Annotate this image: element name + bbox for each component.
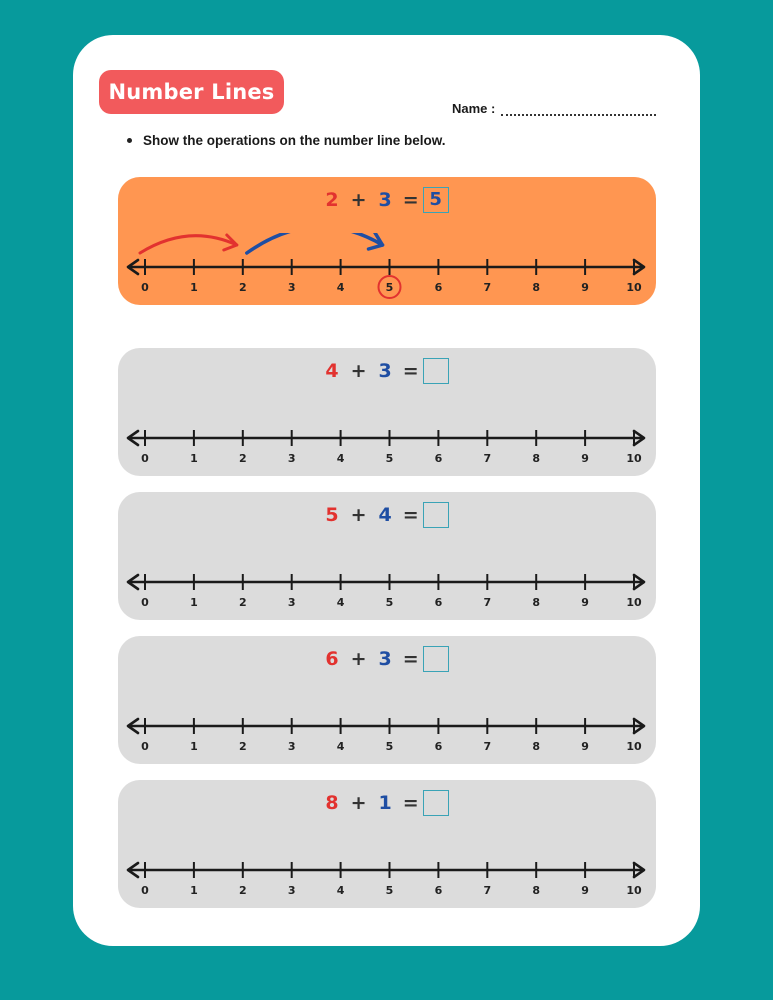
answer-box[interactable]: 5	[423, 187, 449, 213]
answer-box[interactable]	[423, 790, 449, 816]
tick-label: 4	[336, 740, 345, 753]
tick-label: 8	[532, 884, 541, 897]
tick-label: 9	[581, 884, 589, 897]
tick-label: 1	[190, 452, 198, 465]
number-line	[118, 404, 656, 474]
second-addend: 1	[378, 792, 392, 814]
tick-label: 10	[626, 740, 642, 753]
problem-panel	[118, 348, 656, 476]
tick-label: 8	[532, 740, 541, 753]
tick-label: 7	[483, 452, 492, 465]
tick-label: 0	[141, 884, 149, 897]
problem-panel	[118, 780, 656, 908]
second-addend: 4	[378, 504, 392, 526]
equation	[118, 187, 656, 213]
tick-label: 2	[238, 452, 247, 465]
tick-label: 4	[336, 884, 345, 897]
tick-label: 2	[238, 281, 247, 294]
tick-label: 7	[483, 281, 492, 294]
tick-label: 10	[626, 281, 642, 294]
first-addend: 5	[325, 504, 339, 526]
tick-label: 4	[336, 452, 345, 465]
tick-label: 1	[190, 281, 198, 294]
plus-sign: +	[350, 360, 367, 382]
plus-sign: +	[350, 189, 367, 211]
answer-box[interactable]	[423, 358, 449, 384]
second-addend: 3	[378, 648, 392, 670]
tick-label: 7	[483, 740, 492, 753]
tick-label: 1	[190, 596, 198, 609]
tick-label: 2	[238, 884, 247, 897]
plus-sign: +	[350, 648, 367, 670]
equals-sign: =	[402, 792, 419, 814]
tick-label: 4	[336, 281, 345, 294]
plus-sign: +	[350, 504, 367, 526]
second-hop-arrow	[247, 233, 383, 253]
tick-label: 8	[532, 281, 541, 294]
problem-panel	[118, 636, 656, 764]
tick-label: 3	[287, 452, 296, 465]
tick-label: 3	[287, 884, 296, 897]
equation	[118, 790, 656, 816]
name-row	[452, 100, 656, 116]
tick-label: 8	[532, 452, 541, 465]
equals-sign: =	[402, 504, 419, 526]
answer-box[interactable]	[423, 502, 449, 528]
tick-label: 9	[581, 596, 589, 609]
equation	[118, 502, 656, 528]
tick-label: 7	[483, 884, 492, 897]
bullet-icon	[127, 138, 132, 143]
tick-label: 10	[626, 452, 642, 465]
tick-label: 6	[434, 740, 443, 753]
answer-box[interactable]	[423, 646, 449, 672]
tick-label: 0	[141, 452, 149, 465]
tick-label: 6	[434, 884, 443, 897]
tick-label: 2	[238, 596, 247, 609]
number-line	[118, 548, 656, 618]
tick-label: 1	[190, 740, 198, 753]
equals-sign: =	[402, 360, 419, 382]
tick-label: 8	[532, 596, 541, 609]
name-field[interactable]	[501, 100, 656, 116]
first-addend: 6	[325, 648, 339, 670]
tick-label: 5	[385, 740, 394, 753]
tick-label: 6	[434, 452, 443, 465]
tick-label: 9	[581, 740, 589, 753]
number-line	[118, 233, 656, 303]
number-line	[118, 692, 656, 762]
tick-label: 4	[336, 596, 345, 609]
tick-label: 7	[483, 596, 492, 609]
first-addend: 8	[325, 792, 339, 814]
tick-label: 3	[287, 740, 296, 753]
tick-label: 5	[385, 281, 394, 294]
tick-label: 10	[626, 884, 642, 897]
tick-label: 0	[141, 281, 149, 294]
instruction-text: Show the operations on the number line below.	[143, 133, 446, 148]
tick-label: 5	[385, 452, 394, 465]
title-badge	[99, 70, 284, 114]
equation	[118, 358, 656, 384]
first-addend: 4	[325, 360, 339, 382]
equation	[118, 646, 656, 672]
tick-label: 3	[287, 281, 296, 294]
tick-label: 1	[190, 884, 198, 897]
second-addend: 3	[378, 189, 392, 211]
second-addend: 3	[378, 360, 392, 382]
tick-label: 9	[581, 452, 589, 465]
name-label: Name :	[452, 101, 496, 116]
instruction-row	[127, 133, 446, 148]
worksheet-title: Number Lines	[108, 80, 275, 104]
tick-label: 6	[434, 596, 443, 609]
equals-sign: =	[402, 648, 419, 670]
tick-label: 0	[141, 596, 149, 609]
tick-label: 5	[385, 596, 394, 609]
equals-sign: =	[402, 189, 419, 211]
plus-sign: +	[350, 792, 367, 814]
tick-label: 10	[626, 596, 642, 609]
tick-label: 5	[385, 884, 394, 897]
tick-label: 9	[581, 281, 589, 294]
number-line	[118, 836, 656, 906]
problem-panel	[118, 492, 656, 620]
tick-label: 0	[141, 740, 149, 753]
first-addend: 2	[325, 189, 339, 211]
tick-label: 3	[287, 596, 296, 609]
tick-label: 6	[434, 281, 443, 294]
problem-panel-example	[118, 177, 656, 305]
tick-label: 2	[238, 740, 247, 753]
first-hop-arrow	[140, 236, 237, 253]
